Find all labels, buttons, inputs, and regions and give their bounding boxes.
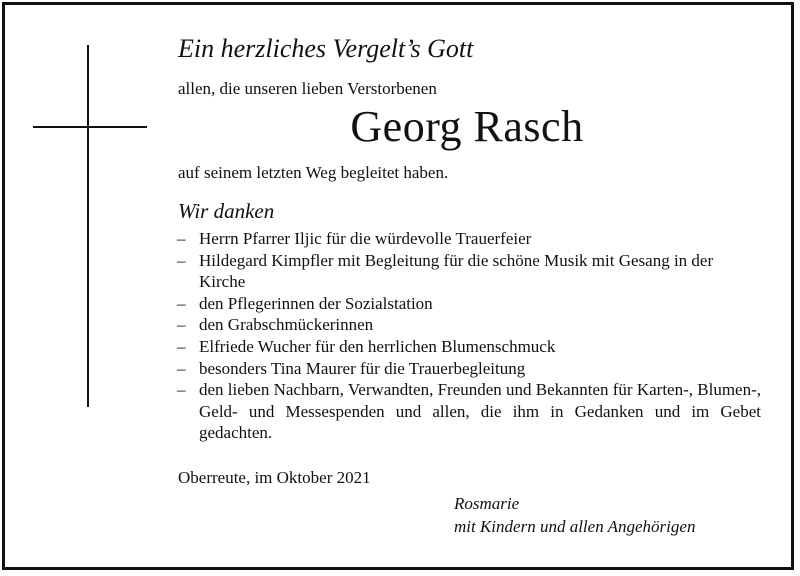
list-item-text: besonders Tina Maurer für die Trauerbegleitung	[199, 358, 526, 378]
list-item	[177, 250, 763, 293]
list-item	[177, 293, 763, 315]
notice-after-name: auf seinem letzten Weg begleitet haben.	[178, 163, 449, 182]
list-item-text: Elfriede Wucher für den herrlichen Blumenschmuck	[199, 336, 556, 356]
list-item-text: den Pflegerinnen der Sozialstation	[199, 293, 433, 313]
signature-family: mit Kindern und allen Angehörigen	[454, 517, 696, 536]
notice-intro: allen, die unseren lieben Verstorbenen	[178, 79, 437, 98]
notice-headline: Ein herzliches Vergelt’s Gott	[178, 34, 474, 63]
list-item	[177, 379, 763, 444]
list-item	[177, 228, 763, 250]
cross-icon-horizontal-bar	[33, 126, 147, 128]
thanks-heading: Wir danken	[178, 199, 275, 223]
list-dash: –	[177, 229, 186, 248]
list-item-text: Hildegard Kimpfler mit Begleitung für die schöne Musik mit Gesang in der Kirche	[199, 250, 714, 292]
list-dash: –	[177, 315, 186, 335]
list-item-text: den lieben Nachbarn, Verwandten, Freunden und Bekannten für Karten-, Blumen-, Geld- und Messespenden und allen, die ihm in Gedanken und im Gebet gedachten.	[199, 380, 761, 443]
list-dash: –	[177, 293, 186, 313]
signature-name: Rosmarie	[454, 494, 520, 513]
list-item-text: Herrn Pfarrer Iljic für die würdevolle Trauerfeier	[199, 229, 532, 248]
thanks-list	[177, 228, 763, 444]
list-item	[177, 358, 763, 380]
list-dash: –	[177, 250, 186, 270]
deceased-name: Georg Rasch	[350, 102, 584, 151]
list-item	[177, 314, 763, 336]
list-item	[177, 336, 763, 358]
list-dash: –	[177, 358, 186, 378]
place-date: Oberreute, im Oktober 2021	[178, 468, 371, 487]
list-dash: –	[177, 380, 186, 400]
list-dash: –	[177, 336, 186, 356]
cross-icon-vertical-bar	[87, 45, 89, 407]
signature	[454, 492, 695, 538]
list-item-text: den Grabschmückerinnen	[199, 315, 374, 335]
